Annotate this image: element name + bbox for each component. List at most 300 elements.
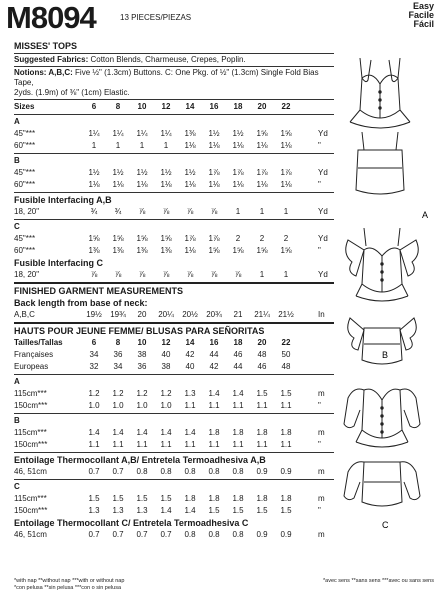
table-cell: 1.1 [184,440,196,449]
difficulty-es: Fácil [413,19,434,29]
table-cell: 18 [233,102,243,111]
unit-label: Yd [318,168,328,177]
table-cell: 20 [137,310,147,319]
row-label: B [14,156,20,165]
yardage-row [14,245,334,257]
table-cell: 1⅝ [280,246,292,255]
table-cell: 0.7 [160,530,172,539]
finished-row [14,309,334,321]
divider [14,322,334,324]
table-cell: 19½ [86,310,102,319]
interfacing-row [14,529,334,541]
table-cell: 0.9 [256,530,268,539]
table-cell: 1.5 [112,494,124,503]
row-label: C [14,222,20,231]
yardage-row [14,233,334,245]
table-cell: 1 [259,270,265,279]
table-cell: 44 [233,362,243,371]
table-cell: 0.8 [208,530,220,539]
table-cell: 40 [185,362,195,371]
table-cell: 1.8 [280,494,292,503]
table-cell: 38 [161,362,171,371]
table-cell: 0.8 [232,530,244,539]
sizes-row [14,101,334,113]
table-cell: 1⅛ [88,180,100,189]
row-label: 46, 51cm [14,467,47,476]
table-cell: 1½ [136,168,148,177]
table-cell: 1.1 [160,440,172,449]
table-cell: 1¼ [88,129,100,138]
table-cell: 1⅝ [256,246,268,255]
table-cell: 1⅞ [280,168,292,177]
table-cell: 1⅝ [280,129,292,138]
table-cell: 0.8 [184,530,196,539]
table-cell: 0.8 [232,467,244,476]
table-cell: 1 [139,141,145,150]
table-cell: 1.3 [184,389,196,398]
table-cell: 38 [137,350,147,359]
table-cell: 1⅛ [184,180,196,189]
row-label: 45"*** [14,234,36,243]
table-cell: 1.1 [184,401,196,410]
table-cell: ⅞ [90,270,98,279]
table-cell: 1.4 [184,428,196,437]
table-cell: 1½ [208,129,220,138]
table-cell: 1⅝ [160,234,172,243]
table-cell: 1.3 [112,506,124,515]
table-cell: 2 [259,234,265,243]
row-label: 150cm*** [14,506,48,515]
table-cell: 12 [161,338,171,347]
row-label: 150cm*** [14,440,48,449]
divider [14,99,334,100]
table-cell: 1.5 [208,506,220,515]
table-cell: 1.5 [160,494,172,503]
table-cell: 0.7 [136,530,148,539]
table-cell: 1.1 [112,440,124,449]
difficulty-fr: Facile [408,10,434,20]
yardage-row [14,388,334,400]
table-cell: ⅞ [210,270,218,279]
table-cell: 8 [115,338,121,347]
table-cell: 1⅛ [280,180,292,189]
french-sizes-row [14,349,334,361]
yardage-chart [14,40,334,541]
table-cell: 0.7 [88,467,100,476]
table-cell: 1.4 [232,389,244,398]
unit-label: " [318,401,321,410]
table-cell: 1.4 [208,389,220,398]
table-cell: 1⅜ [136,246,148,255]
table-cell: 1½ [160,168,172,177]
table-cell: 6 [91,102,97,111]
table-cell: 1.8 [184,494,196,503]
table-cell: 16 [209,102,219,111]
table-cell: 1.1 [232,401,244,410]
row-label: A [14,377,20,386]
table-cell: 1⅝ [208,246,220,255]
table-cell: 20 [257,338,267,347]
notions-line1: Five ½" (1.3cm) Buttons. C: One Pkg. of ½" (1.3cm) Single Fold Bias Tape, [14,68,319,87]
table-cell: 1½ [88,168,100,177]
divider [14,413,334,414]
interfacing-c-heading: Fusible Interfacing C [14,258,104,268]
view-label-row [14,481,334,493]
table-cell: 1.8 [280,428,292,437]
yardage-row [14,427,334,439]
unit-label: Yd [318,207,328,216]
table-cell: ¾ [90,207,98,216]
table-cell: 40 [161,350,171,359]
table-cell: ⅞ [210,207,218,216]
table-cell: 1.1 [232,440,244,449]
table-cell: 12 [161,102,171,111]
interfacing-ab-heading: Fusible Interfacing A,B [14,195,112,205]
table-cell: 1⅞ [256,168,268,177]
table-cell: 1.1 [280,401,292,410]
notions-line2: 2yds. (1.9m) of ⅜" (1cm) Elastic. [14,88,130,97]
table-cell: 1.0 [88,401,100,410]
unit-label: " [318,180,321,189]
unit-label: m [318,494,325,503]
table-cell: 21¼ [254,310,270,319]
table-cell: 20¼ [158,310,174,319]
view-b-front-sketch [346,228,419,301]
table-cell: 1⅝ [112,234,124,243]
table-cell: 1.5 [88,494,100,503]
table-cell: 1⅛ [184,246,196,255]
view-a-front-sketch [350,58,410,128]
table-cell: 0.7 [112,467,124,476]
table-cell: 1.8 [208,494,220,503]
divider [14,452,334,453]
pattern-number: M8094 [6,0,96,35]
table-cell: 2 [235,234,241,243]
table-cell: 1½ [184,168,196,177]
table-cell: 1.8 [208,428,220,437]
table-cell: 1⅜ [160,246,172,255]
table-cell: 50 [281,350,291,359]
interfacing-row [14,466,334,478]
table-cell: ⅞ [186,270,194,279]
table-cell: 1 [283,270,289,279]
table-cell: 14 [185,338,195,347]
footer-left [14,578,124,592]
table-cell: ⅞ [162,270,170,279]
finished-subheading: Back length from base of neck: [14,298,148,308]
header [6,2,434,38]
table-cell: 1.5 [232,506,244,515]
table-cell: 46 [257,362,267,371]
table-cell: 1.3 [88,506,100,515]
table-cell: 21 [233,310,243,319]
table-cell: 0.7 [88,530,100,539]
fabrics-value: Cotton Blends, Charmeuse, Crepes, Poplin. [90,55,246,64]
row-label: 45"*** [14,129,36,138]
table-cell: 2 [283,234,289,243]
table-cell: 48 [257,350,267,359]
table-cell: 1½ [112,168,124,177]
yardage-row [14,179,334,191]
view-label-row [14,116,334,128]
table-cell: 1.2 [160,389,172,398]
piece-count: 13 PIECES/PIEZAS [120,13,192,22]
table-cell: 1¼ [160,129,172,138]
table-cell: 1.2 [136,389,148,398]
imperial-table [14,101,334,321]
unit-label: m [318,428,325,437]
unit-label: " [318,246,321,255]
table-cell: 1⅛ [112,180,124,189]
sizes-row [14,337,334,349]
table-cell: 48 [281,362,291,371]
row-label: A [14,117,20,126]
table-cell: 1.5 [280,389,292,398]
table-cell: 42 [209,362,219,371]
difficulty-label [408,2,434,29]
table-cell: 1⅛ [208,141,220,150]
unit-label: Yd [318,234,328,243]
table-cell: 16 [209,338,219,347]
table-cell: 1 [91,141,97,150]
table-cell: 1.4 [160,506,172,515]
notions-label: Notions: A,B,C: [14,68,73,77]
table-cell: 1.4 [136,428,148,437]
divider [14,282,334,284]
table-cell: 1.5 [256,389,268,398]
row-label: 60"*** [14,180,36,189]
european-sizes-row [14,361,334,373]
view-a-label: A [422,210,429,220]
table-cell: 0.7 [112,530,124,539]
table-cell: 1.2 [112,389,124,398]
table-cell: 1.4 [112,428,124,437]
table-cell: 1 [235,207,241,216]
yardage-row [14,140,334,152]
table-cell: 1.5 [280,506,292,515]
row-label: C [14,482,20,491]
interfacing-row [14,269,334,281]
row-label: 150cm*** [14,401,48,410]
table-cell: 36 [113,350,123,359]
footer-nap-en: *with nap **without nap ***with or without nap [14,578,125,584]
yardage-row [14,439,334,451]
table-cell: 1 [259,207,265,216]
table-cell: 0.9 [280,530,292,539]
table-cell: 1⅝ [256,129,268,138]
table-cell: 1.1 [256,440,268,449]
yardage-row [14,400,334,412]
table-cell: 1⅝ [136,234,148,243]
table-cell: 1⅛ [280,141,292,150]
table-cell: 1.8 [256,494,268,503]
interfacing-c-metric-heading: Entoilage Thermocollant C/ Entretela Termoadhesiva C [14,518,249,528]
unit-label: Yd [318,129,328,138]
view-c-front-sketch [344,389,420,447]
finished-heading: FINISHED GARMENT MEASUREMENTS [14,286,184,296]
table-cell: 1⅛ [232,180,244,189]
view-c-back-sketch [344,462,420,506]
row-label: 45"*** [14,168,36,177]
table-cell: 20¾ [206,310,222,319]
table-cell: 1⅞ [184,234,196,243]
table-cell: 1⅛ [232,141,244,150]
table-cell: 1.5 [136,494,148,503]
table-cell: 20 [257,102,267,111]
view-label-row [14,415,334,427]
row-label: 18, 20" [14,207,40,216]
table-cell: 1.4 [184,506,196,515]
table-cell: 1 [283,207,289,216]
table-cell: 8 [115,102,121,111]
row-label: Europeas [14,362,49,371]
unit-label: m [318,467,325,476]
table-cell: 1.4 [88,428,100,437]
table-cell: 1⅞ [232,168,244,177]
divider [14,192,334,193]
table-cell: 1⅜ [184,129,196,138]
metric-heading: HAUTS POUR JEUNE FEMME/ BLUSAS PARA SEÑORITAS [14,326,265,336]
table-cell: 1⅛ [184,141,196,150]
table-cell: 0.9 [280,467,292,476]
divider [14,479,334,480]
table-cell: 20½ [182,310,198,319]
table-cell: 1.1 [208,401,220,410]
table-cell: 1.0 [136,401,148,410]
table-cell: 22 [281,338,291,347]
row-label: 46, 51cm [14,530,47,539]
table-cell: 1⅛ [160,180,172,189]
unit-label: " [318,506,321,515]
table-cell: ⅞ [162,207,170,216]
table-cell: 1.4 [160,428,172,437]
table-cell: 6 [91,338,97,347]
table-cell: 1 [163,141,169,150]
table-cell: ⅞ [186,207,194,216]
divider [14,219,334,220]
row-label: 115cm*** [14,494,47,503]
footer-nap-es: *con pelusa **sin pelusa ***con o sin pelusa [14,585,122,591]
fabrics-label: Suggested Fabrics: [14,55,89,64]
table-cell: 46 [233,350,243,359]
table-cell: 1.0 [112,401,124,410]
metric-table [14,325,334,541]
table-cell: 0.8 [136,467,148,476]
table-cell: 1.1 [280,440,292,449]
table-cell: 1.8 [256,428,268,437]
table-cell: 10 [137,338,147,347]
unit-label: m [318,530,325,539]
yardage-row [14,167,334,179]
table-cell: 1⅛ [136,180,148,189]
table-cell: ⅞ [234,270,242,279]
table-cell: 1⅝ [232,246,244,255]
table-cell: 1.1 [88,440,100,449]
footer-nap-fr: *avec sens **sans sens ***avec ou sans sens [323,578,434,584]
view-a-back-sketch [356,132,404,194]
row-label: 60"*** [14,141,36,150]
unit-label: " [318,141,321,150]
table-cell: 1.8 [232,428,244,437]
row-label: 115cm*** [14,389,47,398]
divider [14,66,334,67]
unit-label: In [318,310,325,319]
table-cell: 32 [89,362,99,371]
table-cell: 1⅛ [208,180,220,189]
table-cell: 0.8 [208,467,220,476]
yardage-row [14,128,334,140]
row-label: Sizes [14,102,35,111]
yardage-row [14,493,334,505]
row-label: 60"*** [14,246,36,255]
divider [14,153,334,154]
table-cell: ¾ [114,207,122,216]
table-cell: 1¼ [136,129,148,138]
table-cell: 1 [115,141,121,150]
view-illustrations [338,40,436,580]
row-label: A,B,C [14,310,35,319]
table-cell: 34 [89,350,99,359]
view-b-label: B [382,350,389,360]
table-cell: 1.1 [136,440,148,449]
table-cell: 22 [281,102,291,111]
garment-sketches [338,40,436,580]
table-cell: 1⅜ [88,246,100,255]
row-label: B [14,416,20,425]
table-cell: 44 [209,350,219,359]
table-cell: 1.1 [256,401,268,410]
unit-label: " [318,440,321,449]
table-cell: 1.2 [88,389,100,398]
view-label-row [14,376,334,388]
unit-label: Yd [318,270,328,279]
table-cell: 18 [233,338,243,347]
table-cell: 1⅛ [256,180,268,189]
table-cell: ⅞ [114,270,122,279]
table-cell: 1.3 [136,506,148,515]
row-label: Françaises [14,350,54,359]
table-cell: 1⅝ [88,234,100,243]
yardage-row [14,505,334,517]
table-cell: 0.8 [160,467,172,476]
table-cell: 1.0 [160,401,172,410]
table-cell: 1⅜ [112,246,124,255]
section-title: MISSES' TOPS [14,41,77,51]
table-cell: 42 [185,350,195,359]
divider [14,114,334,115]
row-label: 115cm*** [14,428,47,437]
row-label: 18, 20" [14,270,40,279]
table-cell: 21½ [278,310,294,319]
notions-note [14,68,334,88]
table-cell: 19¾ [110,310,126,319]
table-cell: 1⅞ [208,168,220,177]
table-cell: ⅞ [138,270,146,279]
table-cell: 10 [137,102,147,111]
table-cell: 34 [113,362,123,371]
view-label-row [14,221,334,233]
fabrics-note [14,55,334,65]
difficulty-en: Easy [412,1,434,11]
unit-label: m [318,389,325,398]
view-label-row [14,155,334,167]
interfacing-ab-metric-heading: Entoilage Thermocollant A,B/ Entretela Termoadhesiva A,B [14,455,266,465]
table-cell: 0.9 [256,467,268,476]
table-cell: 1⅛ [256,141,268,150]
table-cell: 14 [185,102,195,111]
table-cell: ⅞ [138,207,146,216]
divider [14,374,334,375]
